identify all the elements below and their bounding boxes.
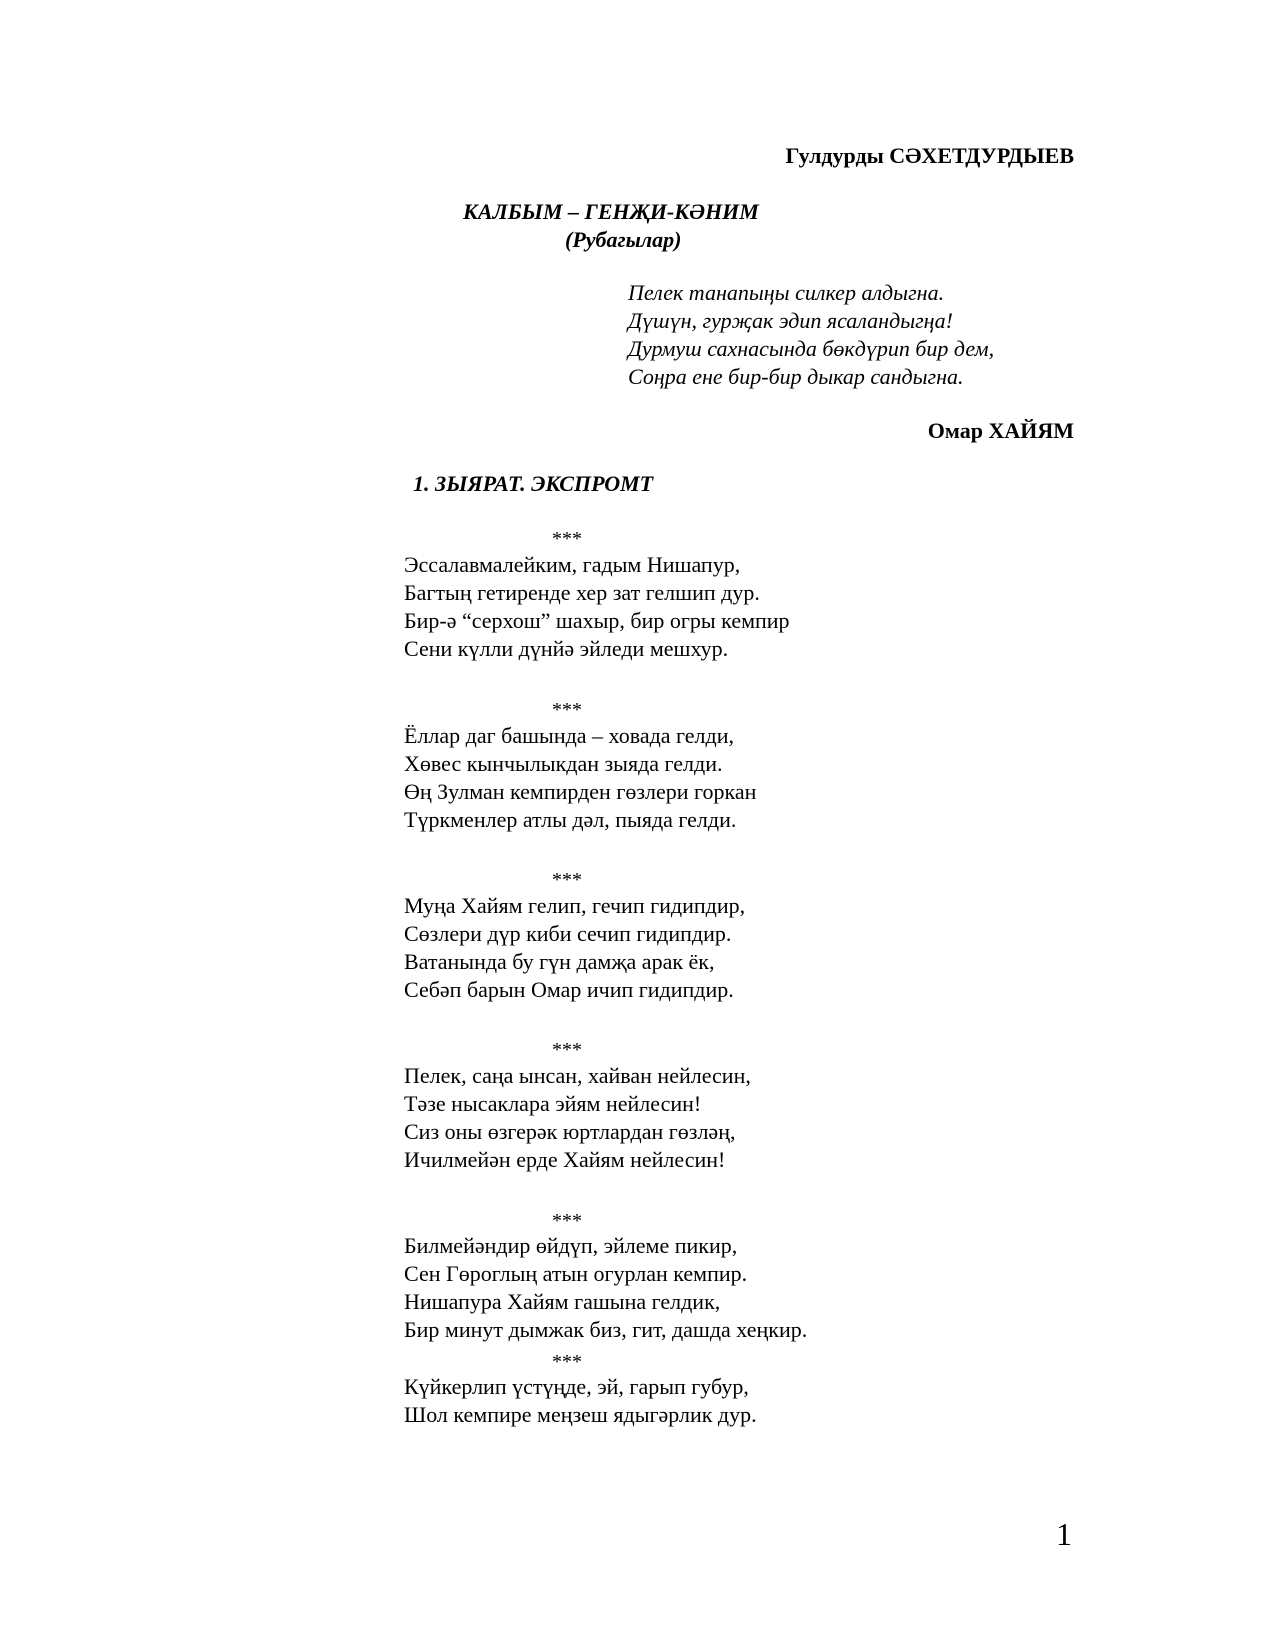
- epigraph-author: Омар ХАЙЯМ: [927, 418, 1074, 443]
- poem-line: Багтың гетиренде хер зат гелшип дур.: [404, 580, 760, 605]
- stanza-separator: ***: [552, 1351, 582, 1373]
- poem-line: Тәзе нысаклара эйям нейлесин!: [404, 1091, 702, 1116]
- epigraph-line: Дүшүн, гурҗак эдип ясаландыгңа!: [628, 308, 953, 333]
- poem-line: Себәп барын Омар ичип гидипдир.: [404, 977, 734, 1002]
- stanza: [404, 1062, 751, 1174]
- epigraph: [628, 279, 994, 391]
- poem-line: Бир-ә “серхош” шахыр, бир огры кемпир: [404, 608, 790, 633]
- stanza-separator: ***: [552, 528, 582, 550]
- poem-line: Бир минут дымжак биз, гит, дашда хеңкир.: [404, 1317, 808, 1342]
- poem-line: Ичилмейән ерде Хайям нейлесин!: [404, 1147, 726, 1172]
- poem-line: Ватанында бу гүн дамҗа арак ёк,: [404, 949, 715, 974]
- page-number: 1: [1056, 1516, 1072, 1552]
- stanza: [404, 551, 790, 663]
- book-subtitle: (Рубагылар): [565, 227, 682, 252]
- poem-line: Сиз оны өзгерәк юртлардан гөзләң,: [404, 1119, 736, 1144]
- epigraph-line: Соңра ене бир-бир дыкар сандыгна.: [628, 364, 964, 389]
- poem-line: Хөвес кынчылыкдан зыяда гелди.: [404, 751, 723, 776]
- poem-line: Муңа Хайям гелип, гечип гидипдир,: [404, 893, 746, 918]
- poem-line: Шол кемпире меңзеш ядыгәрлик дур.: [404, 1402, 757, 1427]
- poem-line: Сөзлери дүр киби сечип гидипдир.: [404, 921, 732, 946]
- poem-line: Эссалавмалейким, гадым Нишапур,: [404, 552, 741, 577]
- poem-line: Нишапура Хайям гашына гелдик,: [404, 1289, 721, 1314]
- poem-line: Сени күлли дүнйә эйледи мешхур.: [404, 636, 729, 661]
- stanza: [404, 892, 745, 1004]
- stanza-separator: ***: [552, 869, 582, 891]
- section-title: 1. ЗЫЯРАТ. ЭКСПРОМТ: [413, 471, 654, 496]
- epigraph-line: Дурмуш сахнасында бөкдүрип бир дем,: [628, 336, 995, 361]
- stanza-separator: ***: [552, 1039, 582, 1061]
- stanza: [404, 1232, 807, 1344]
- poem-line: Түркменлер атлы дәл, пыяда гелди.: [404, 807, 737, 832]
- poem-line: Өң Зулман кемпирден гөзлери горкан: [404, 779, 757, 804]
- stanza: [404, 1373, 757, 1429]
- stanza-separator: ***: [552, 1210, 582, 1232]
- stanza: [404, 722, 756, 834]
- poem-line: Күйкерлип үстүңде, эй, гарып губур,: [404, 1374, 749, 1399]
- poem-line: Сен Гөроглың атын огурлан кемпир.: [404, 1261, 748, 1286]
- stanza-separator: ***: [552, 699, 582, 721]
- poem-line: Пелек, саңа ынсан, хайван нейлесин,: [404, 1063, 751, 1088]
- author-name: Гулдурды СӘХЕТДУРДЫЕВ: [785, 143, 1074, 168]
- book-title: КАЛБЫМ – ГЕНҖИ-КӘНИМ: [463, 199, 759, 224]
- poem-line: Билмейәндир өйдүп, эйлеме пикир,: [404, 1233, 738, 1258]
- epigraph-line: Пелек танапыңы силкер алдыгна.: [628, 280, 945, 305]
- poem-line: Ёллар даг башында – ховада гелди,: [404, 723, 734, 748]
